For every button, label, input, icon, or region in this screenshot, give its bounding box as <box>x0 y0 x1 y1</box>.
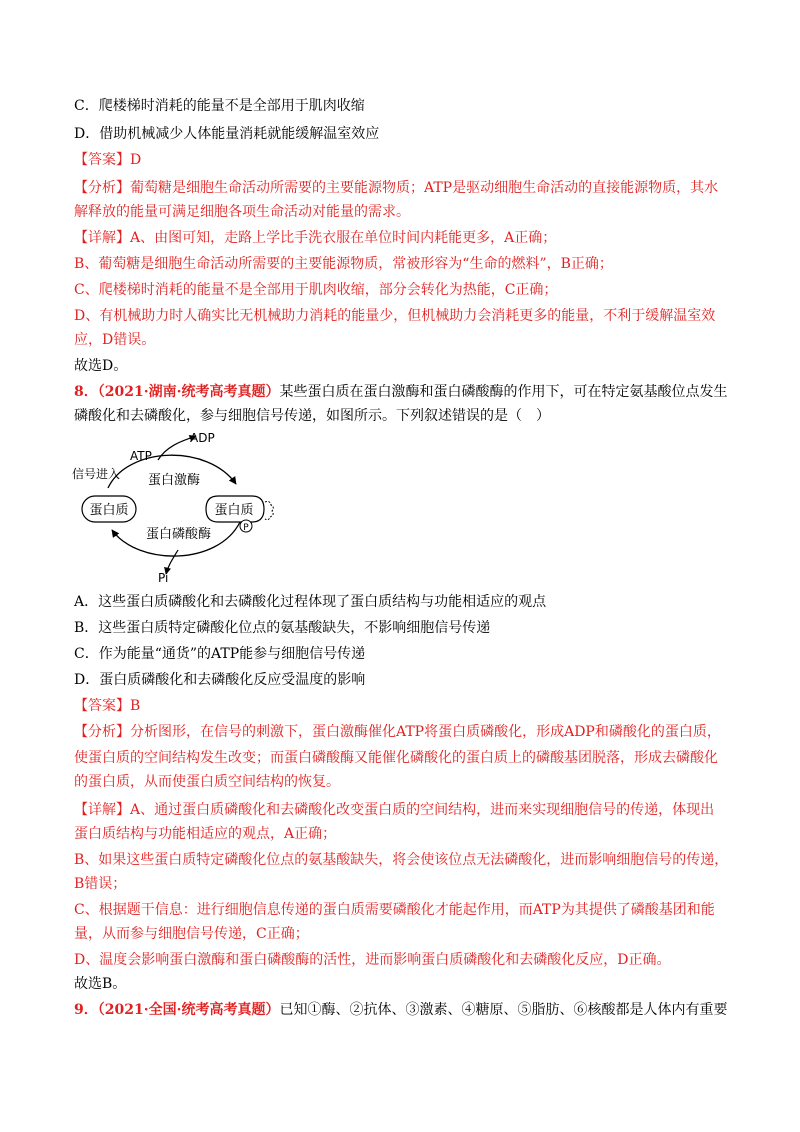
q8-detail-b-2: B错误； <box>74 876 127 892</box>
q8-stem-line-2: 磷酸化和去磷酸化，参与细胞信号传递，如图所示。下列叙述错误的是（ ） <box>74 408 550 424</box>
question-number: 9． <box>74 1002 98 1018</box>
q8-option-b: B．这些蛋白质特定磷酸化位点的氨基酸缺失，不影响细胞信号传递 <box>74 620 491 636</box>
analysis-tag: 【分析】 <box>74 724 130 740</box>
phosphate-label: P <box>243 523 249 533</box>
analysis-tag: 【分析】 <box>74 180 130 196</box>
q9-stem-line-1: 9．（2021·全国·统考高考真题）已知①酶、②抗体、③激素、④糖原、⑤脂肪、⑥核酸都是人体内有重要 <box>74 1002 728 1018</box>
q8-answer <box>74 696 140 716</box>
q8-stem-line-1: 8．（2021·湖南·统考高考真题）某些蛋白质在蛋白激酶和蛋白磷酸酶的作用下，可在特定氨基酸位点发生 <box>74 384 728 400</box>
answer-tag: 【答案】 <box>74 698 130 714</box>
q8-analysis-line-1: 【分析】分析图形，在信号的刺激下，蛋白激酶催化ATP将蛋白质磷酸化，形成ADP和磷酸化的蛋白质， <box>74 724 721 740</box>
q8-detail-c-2: 量，从而参与细胞信号传递，C正确； <box>74 926 309 942</box>
q7-detail-d-2: 应，D错误。 <box>74 332 156 348</box>
protein-right-label: 蛋白质 <box>214 503 254 518</box>
q7-option-c: C．爬楼梯时消耗的能量不是全部用于肌肉收缩 <box>74 98 365 114</box>
conformation-squiggle <box>265 501 273 519</box>
q7-detail-d-1: D、有机械助力时人确实比无机械助力消耗的能量少，但机械助力会消耗更多的能量，不利于缓解温室效 <box>74 308 716 324</box>
adp-label: ADP <box>190 431 215 445</box>
phosphatase-label: 蛋白磷酸酶 <box>146 527 212 542</box>
question-number: 8． <box>74 384 98 400</box>
q8-detail-b-1: B、如果这些蛋白质特定磷酸化位点的氨基酸缺失，将会使该位点无法磷酸化，进而影响细胞信号的传递， <box>74 852 729 868</box>
q7-detail-a: 【详解】A、由图可知，走路上学比手洗衣服在单位时间内耗能更多，A正确； <box>74 230 557 246</box>
q8-analysis-line-3: 的蛋白质，从而使蛋白质空间结构的恢复。 <box>74 774 340 790</box>
q8-conclusion: 故选B。 <box>74 976 127 992</box>
q8-analysis-line-2: 使蛋白质的空间结构发生改变；而蛋白磷酸酶又能催化磷酸化的蛋白质上的磷酸基团脱落，形成去磷酸化 <box>74 750 718 766</box>
signal-label: 信号进入 <box>72 467 121 481</box>
kinase-label: 蛋白激酶 <box>148 473 201 488</box>
q8-detail-c-1: C、根据题干信息：进行细胞信息传递的蛋白质需要磷酸化才能起作用，而ATP为其提供了磷酸基团和能 <box>74 902 715 918</box>
detail-tag: 【详解】 <box>74 802 130 818</box>
protein-left-label: 蛋白质 <box>89 503 129 518</box>
pi-label: Pi <box>158 571 169 585</box>
atp-label: ATP <box>130 449 152 463</box>
q7-analysis-line-1: 【分析】葡萄糖是细胞生命活动所需要的主要能源物质；ATP是驱动细胞生命活动的直接能源物质，其水 <box>74 180 719 196</box>
q8-option-c: C．作为能量“通货”的ATP能参与细胞信号传递 <box>74 646 366 662</box>
answer-tag: 【答案】 <box>74 152 130 168</box>
q7-answer <box>74 150 141 170</box>
q7-detail-c: C、爬楼梯时消耗的能量不是全部用于肌肉收缩，部分会转化为热能，C正确； <box>74 282 558 298</box>
q8-option-a: A．这些蛋白质磷酸化和去磷酸化过程体现了蛋白质结构与功能相适应的观点 <box>74 594 547 610</box>
phosphorylation-diagram <box>68 426 298 586</box>
q7-analysis-line-2: 解释放的能量可满足细胞各项生命活动对能量的需求。 <box>74 204 410 220</box>
question-source: （2021·湖南·统考高考真题） <box>97 384 280 400</box>
q8-option-d: D．蛋白质磷酸化和去磷酸化反应受温度的影响 <box>74 672 366 688</box>
answer-value: B <box>130 698 141 714</box>
q7-detail-b: B、葡萄糖是细胞生命活动所需要的主要能源物质，常被形容为“生命的燃料”，B正确； <box>74 256 613 272</box>
q7-option-d: D．借助机械减少人体能量消耗就能缓解温室效应 <box>74 126 380 142</box>
detail-tag: 【详解】 <box>74 230 130 246</box>
q8-detail-a-1: 【详解】A、通过蛋白质磷酸化和去磷酸化改变蛋白质的空间结构，进而来实现细胞信号的传递，体现出 <box>74 802 715 818</box>
q7-conclusion: 故选D。 <box>74 358 128 374</box>
q8-detail-d: D、温度会影响蛋白激酶和蛋白磷酸酶的活性，进而影响蛋白质磷酸化和去磷酸化反应，D正确。 <box>74 952 671 968</box>
q8-detail-a-2: 蛋白质结构与功能相适应的观点，A正确； <box>74 826 337 842</box>
question-source: （2021·全国·统考高考真题） <box>97 1002 280 1018</box>
answer-value: D <box>130 152 142 168</box>
